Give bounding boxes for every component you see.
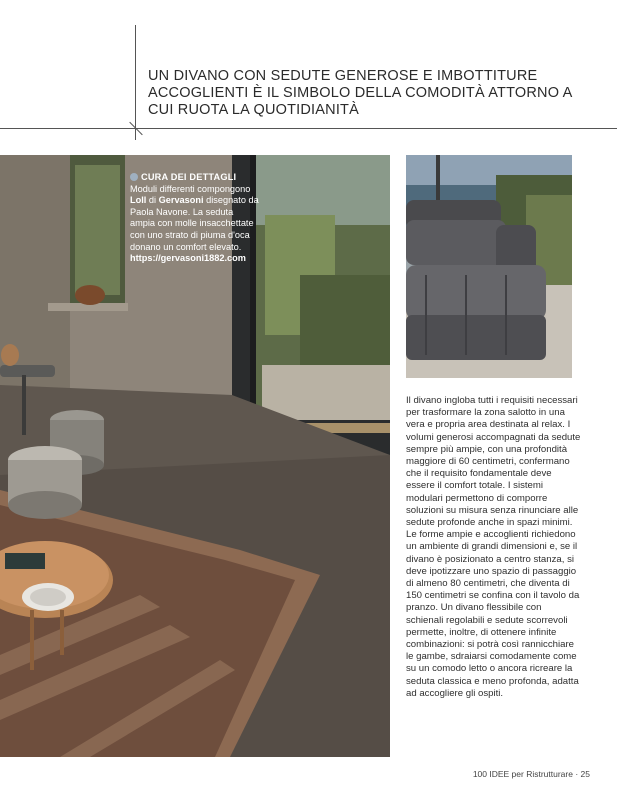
caption-text-1: Moduli differenti compongono xyxy=(130,183,251,194)
caption-heading xyxy=(130,172,260,184)
page-number: 25 xyxy=(580,769,590,779)
caption-body xyxy=(130,184,260,254)
footer-separator: · xyxy=(572,769,581,779)
caption-text-3: disegnato da Paola Navone. La seduta ampia con molle insacchettate con uno strato di piuma d'oca donano un comfort elevato. xyxy=(130,195,259,252)
sofa-illustration xyxy=(406,155,572,378)
article-body: Il divano ingloba tutti i requisiti necessari per trasformare la zona salotto in una vera e propria area destinata al relax. I volumi generosi accompagnati da sedute sempre più ampie, con una profondità maggiore di 60 centimetri, confermano che il requisito fondamentale deve essere il comfort totale. I sistemi modulari permettono di comporre soluzioni su misura senza rinunciare alle sedute profonde anche in spazi minimi. Le forme ampie e accoglienti richiedono un ambiente di grandi dimensioni e, se il divano è posizionato a centro stanza, si deve ipotizzare uno spazio di passaggio di almeno 80 centimetri, che diventa di 150 centimetri se confina con il tavolo da pranzo. Un divano flessibile con schienali regolabili e sedute scorrevoli permette, inoltre, di ottenere infinite combinazioni: si potrà così rannicchiare le gambe, sdraiarsi comodamente come su un comodo letto o ancora ricreare la seduta classica e meno profonda, adatta ad accogliere gli ospiti. xyxy=(406,395,581,699)
photo-caption xyxy=(130,172,260,265)
caption-title: CURA DEI DETTAGLI xyxy=(141,172,237,182)
footer-magazine: 100 IDEE per Ristrutturare xyxy=(472,769,573,779)
caption-product: Loll xyxy=(130,195,147,206)
sofa-photo xyxy=(406,155,572,378)
caption-brand: Gervasoni xyxy=(158,195,204,206)
header-vertical-rule xyxy=(135,25,136,140)
bullet-dot-icon xyxy=(130,173,138,181)
headline: UN DIVANO CON SEDUTE GENEROSE E IMBOTTITURE ACCOGLIENTI È IL SIMBOLO DELLA COMODITÀ ATTORNO A CUI RUOTA LA QUOTIDIANITÀ xyxy=(148,68,572,118)
caption-text-2: di xyxy=(146,195,159,206)
page-footer xyxy=(440,769,590,779)
caption-url-link[interactable]: https://gervasoni1882.com xyxy=(130,253,246,264)
header-horizontal-rule xyxy=(0,128,617,129)
